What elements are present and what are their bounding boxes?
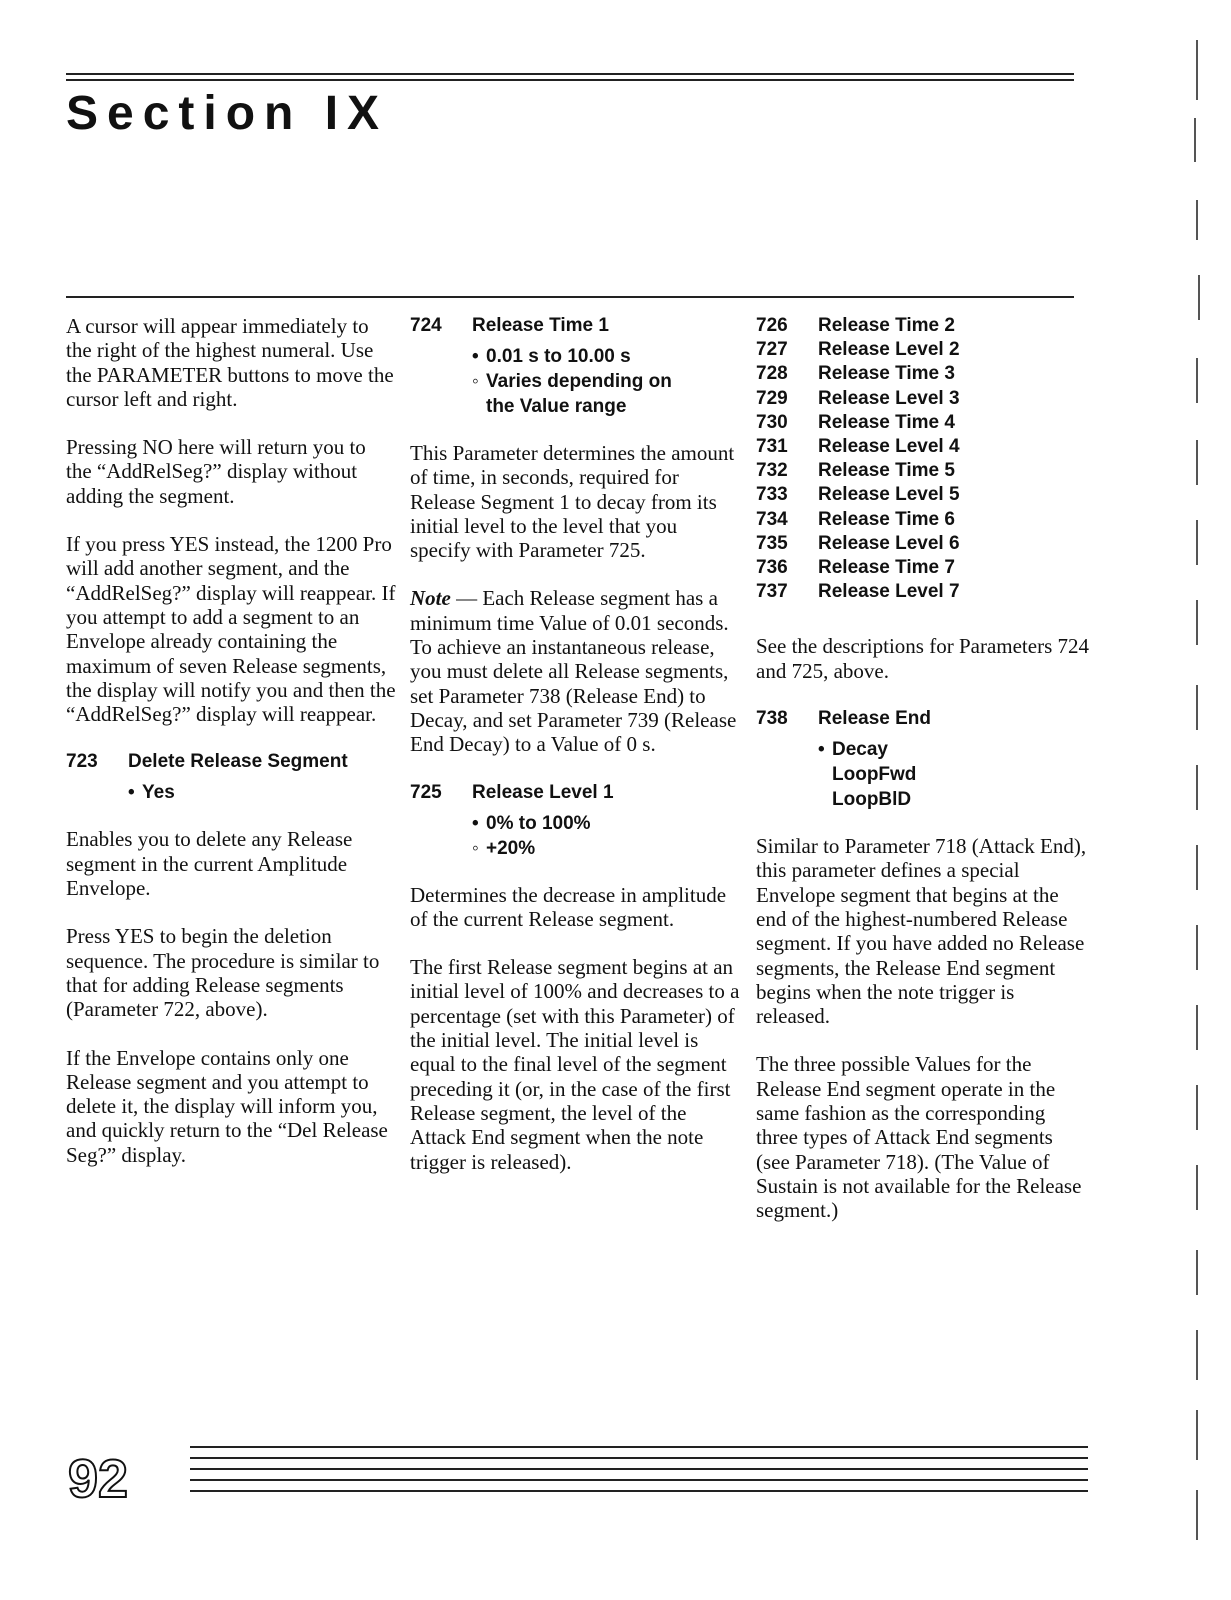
page-number: 92 [68, 1449, 129, 1509]
option-item: LoopFwd [832, 764, 917, 786]
parameter-number: 737 [756, 581, 788, 603]
parameter-name: Release Time 7 [818, 557, 955, 579]
parameter-heading [756, 707, 1091, 731]
list-item [756, 459, 1091, 483]
paragraph: Enables you to delete any Release segment in the current Amplitude Envelope. [66, 827, 353, 901]
parameter-options [818, 737, 1091, 812]
edge-mark [1196, 520, 1198, 565]
column-2 [410, 314, 740, 1198]
list-item [756, 435, 1091, 459]
paragraph: Determines the decrease in amplitude of the current Release segment. [410, 882, 727, 931]
edge-mark [1196, 765, 1198, 810]
parameter-number: 724 [410, 315, 442, 336]
parameter-heading [410, 781, 740, 805]
list-item [756, 387, 1091, 411]
column-3 [756, 314, 1091, 1246]
parameter-options [128, 780, 396, 805]
parameter-options [472, 811, 740, 861]
list-item [756, 532, 1091, 556]
list-item [756, 338, 1091, 362]
paragraph: A cursor will appear immediately to the right of the highest numeral. Use the PARAMETER buttons to move the cursor left and right. [66, 314, 394, 411]
paragraph: Similar to Parameter 718 (Attack End), this parameter defines a special Envelope segment that begins at the end of the highest-numbered Release segment. If you have added no Release segments, the Release End segment begins when the note trigger is released. [756, 834, 1087, 1029]
edge-mark [1196, 685, 1198, 730]
footer-rule [190, 1457, 1088, 1459]
parameter-name: Release Level 6 [818, 532, 960, 554]
parameter-name: Release Level 2 [818, 339, 960, 361]
parameter-name: Release Level 4 [818, 436, 960, 458]
section-title: Section IX [66, 87, 389, 140]
parameter-name: Release End [818, 708, 931, 730]
edge-mark [1196, 845, 1198, 890]
edge-mark [1196, 600, 1198, 645]
scan-edge-marks [1190, 0, 1220, 1600]
parameter-number: 723 [66, 751, 98, 773]
paragraph: The three possible Values for the Release End segment operate in the same fashion as the corresponding three types of Attack End segments (see Parameter 718). (The Value of Sustain is not available for the Release segment.) [756, 1052, 1082, 1223]
list-item [756, 508, 1091, 532]
parameter-number: 727 [756, 339, 788, 361]
column-top-rule [66, 296, 1074, 298]
edge-mark [1196, 925, 1198, 970]
top-rule [66, 73, 1074, 75]
edge-mark [1196, 440, 1198, 485]
bullet-icon: • [128, 782, 135, 804]
parameter-options [472, 344, 740, 419]
parameter-name: Release Time 5 [818, 460, 955, 482]
parameter-heading [410, 314, 740, 338]
edge-mark [1196, 200, 1198, 240]
parameter-number: 725 [410, 781, 442, 803]
column-1 [66, 314, 396, 1191]
range-item: • 0% to 100% [472, 812, 591, 834]
list-item [756, 362, 1091, 386]
parameter-number: 733 [756, 484, 788, 506]
range-item: • 0.01 s to 10.00 s [472, 346, 631, 367]
list-item [756, 411, 1091, 435]
paragraph: If you press YES instead, the 1200 Pro will add another segment, and the “AddRelSeg?” display will reappear. If you attempt to add a segment to an Envelope already containing the maximum of seven Release segments, the display will notify you and then the “AddRelSeg?” display will reappear. [66, 532, 396, 727]
default-circle-icon: ◦ [472, 371, 479, 392]
parameter-name: Delete Release Segment [128, 751, 348, 773]
paragraph: See the descriptions for Parameters 724 and 725, above. [756, 634, 1089, 683]
option-item: • Decay [818, 739, 888, 761]
parameter-name: Release Level 3 [818, 387, 960, 409]
parameter-name: Release Time 2 [818, 315, 955, 336]
edge-mark [1194, 118, 1196, 162]
parameter-number: 735 [756, 532, 788, 554]
list-item [756, 556, 1091, 580]
list-item [756, 580, 1091, 604]
parameter-number: 726 [756, 315, 788, 336]
default-item: ◦ Varies depending on [472, 371, 672, 392]
footer-rule [190, 1446, 1088, 1448]
list-item [756, 483, 1091, 507]
edge-mark [1198, 275, 1200, 320]
note-paragraph [410, 586, 740, 756]
edge-mark [1196, 1410, 1198, 1460]
parameter-number: 730 [756, 411, 788, 433]
parameter-number: 729 [756, 387, 788, 409]
edge-mark [1196, 358, 1198, 403]
parameter-name: Release Time 4 [818, 411, 955, 433]
parameter-name: Release Time 6 [818, 508, 955, 530]
edge-mark [1196, 1085, 1198, 1130]
parameter-name: Release Level 7 [818, 581, 960, 603]
paragraph: Pressing NO here will return you to the “AddRelSeg?” display without adding the segment. [66, 435, 366, 508]
parameter-name: Release Time 3 [818, 363, 955, 385]
paragraph: If the Envelope contains only one Release segment and you attempt to delete it, the display will inform you, and quickly return to the “Del Release Seg?” display. [66, 1045, 388, 1167]
parameter-number: 728 [756, 363, 788, 385]
parameter-heading [66, 750, 396, 774]
parameter-list [756, 314, 1091, 604]
parameter-name: Release Level 5 [818, 484, 960, 506]
parameter-name: Release Level 1 [472, 781, 614, 803]
parameter-number: 738 [756, 708, 788, 730]
option-item: LoopBlD [832, 789, 912, 811]
parameter-number: 731 [756, 436, 788, 458]
note-text: — Each Release segment has a minimum time Value of 0.01 seconds. To achieve an instantaneous release, you must delete all Release segments, set Parameter 738 (Release End) to Decay, and set Parameter 739 (Release End Decay) to a Value of 0 s. [410, 586, 737, 757]
parameter-number: 732 [756, 460, 788, 482]
bullet-icon: • [818, 739, 825, 761]
option-item: • Yes [128, 782, 175, 804]
default-item: ◦ +20% [472, 837, 536, 859]
parameter-number: 734 [756, 508, 788, 530]
default-item-continued: the Value range [486, 396, 627, 417]
top-rule [66, 79, 1074, 81]
footer-rule [190, 1479, 1088, 1481]
bullet-icon: • [472, 346, 479, 367]
footer-rule [190, 1468, 1088, 1470]
footer-rule [190, 1490, 1088, 1492]
edge-mark [1196, 40, 1198, 100]
edge-mark [1196, 1490, 1198, 1540]
list-item [756, 314, 1091, 338]
edge-mark [1196, 1005, 1198, 1050]
edge-mark [1196, 1330, 1198, 1380]
edge-mark [1196, 1165, 1198, 1210]
default-circle-icon: ◦ [472, 837, 479, 859]
paragraph: The first Release segment begins at an initial level of 100% and decreases to a percentage (set with this Parameter) of the initial level. The initial level is equal to the final level of the segment preceding it (or, in the case of the first Release segment, the level of the Attack End segment when the note trigger is released). [410, 955, 740, 1174]
paragraph: Press YES to begin the deletion sequence. The procedure is similar to that for adding Release segments (Parameter 722, above). [66, 924, 380, 1022]
bullet-icon: • [472, 812, 479, 834]
paragraph: This Parameter determines the amount of time, in seconds, required for Release Segment 1 to decay from its initial level to the level that you specify with Parameter 725. [410, 441, 735, 563]
edge-mark [1196, 1250, 1198, 1295]
parameter-name: Release Time 1 [472, 315, 609, 336]
parameter-number: 736 [756, 557, 788, 579]
note-label: Note [410, 586, 451, 611]
